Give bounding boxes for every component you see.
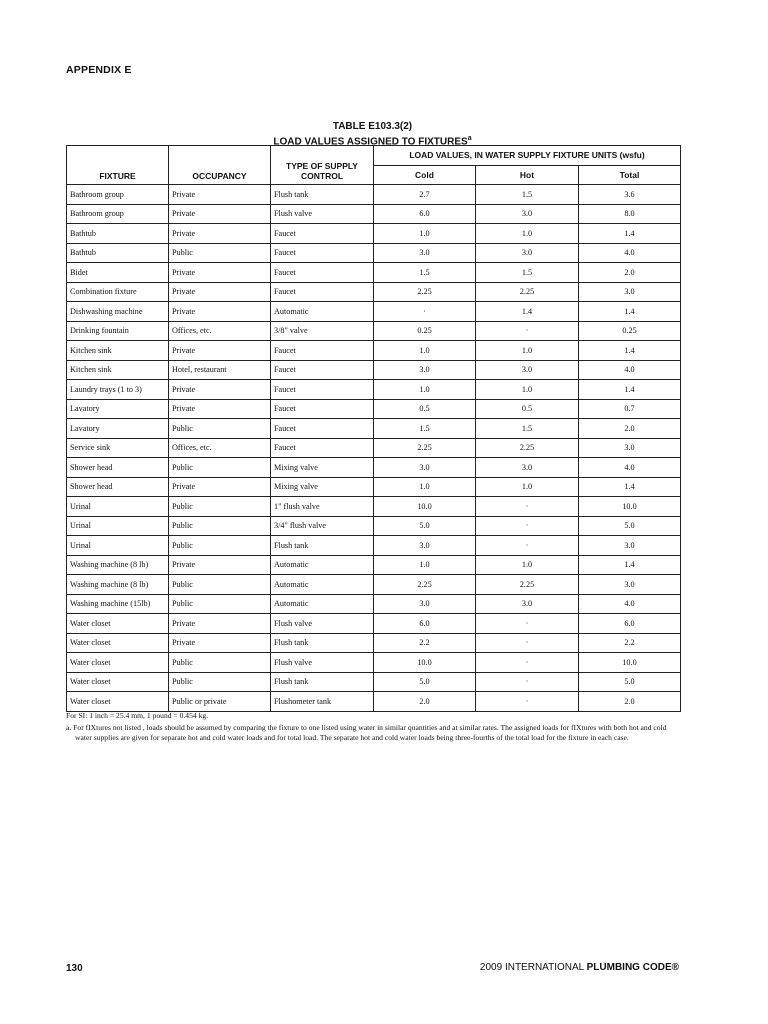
cell-control: Flush tank — [271, 536, 374, 556]
cell-fixture: Urinal — [67, 536, 169, 556]
cell-hot: 1.5 — [476, 263, 579, 283]
cell-cold: 3.0 — [374, 360, 476, 380]
header-hot: Hot — [476, 165, 579, 185]
header-occupancy: OCCUPANCY — [169, 146, 271, 185]
table-row — [67, 555, 681, 575]
cell-cold: 2.7 — [374, 185, 476, 205]
cell-total: 1.4 — [579, 302, 681, 322]
cell-control: Faucet — [271, 380, 374, 400]
cell-fixture: Bidet — [67, 263, 169, 283]
table-row — [67, 419, 681, 439]
cell-cold: 1.5 — [374, 263, 476, 283]
cell-control: Faucet — [271, 263, 374, 283]
cell-fixture: Laundry trays (1 to 3) — [67, 380, 169, 400]
table-row — [67, 458, 681, 478]
cell-cold: 3.0 — [374, 243, 476, 263]
header-fixture: FIXTURE — [67, 146, 169, 185]
header-supply-control — [271, 146, 374, 185]
cell-cold: 0.25 — [374, 321, 476, 341]
cell-cold: 5.0 — [374, 672, 476, 692]
table-body — [67, 185, 681, 712]
cell-hot: · — [476, 653, 579, 673]
cell-fixture: Drinking fountain — [67, 321, 169, 341]
cell-fixture: Washing machine (8 lb) — [67, 575, 169, 595]
cell-cold: 2.25 — [374, 575, 476, 595]
cell-control: Faucet — [271, 243, 374, 263]
cell-hot: 1.0 — [476, 477, 579, 497]
cell-cold: 1.0 — [374, 477, 476, 497]
cell-control: Automatic — [271, 575, 374, 595]
table-row — [67, 614, 681, 634]
table-row — [67, 594, 681, 614]
cell-control: Automatic — [271, 555, 374, 575]
cell-hot: · — [476, 497, 579, 517]
cell-occupancy: Public — [169, 672, 271, 692]
cell-control: Flush tank — [271, 185, 374, 205]
table-row — [67, 204, 681, 224]
cell-fixture: Urinal — [67, 497, 169, 517]
cell-hot: 3.0 — [476, 243, 579, 263]
header-total: Total — [579, 165, 681, 185]
cell-control: Automatic — [271, 302, 374, 322]
table-row — [67, 321, 681, 341]
cell-occupancy: Public — [169, 243, 271, 263]
cell-occupancy: Public — [169, 419, 271, 439]
cell-total: 1.4 — [579, 341, 681, 361]
table-row — [67, 497, 681, 517]
cell-occupancy: Offices, etc. — [169, 321, 271, 341]
cell-total: 2.2 — [579, 633, 681, 653]
cell-occupancy: Public — [169, 575, 271, 595]
cell-occupancy: Private — [169, 399, 271, 419]
cell-cold: 1.5 — [374, 419, 476, 439]
cell-control: Flush tank — [271, 672, 374, 692]
cell-occupancy: Private — [169, 380, 271, 400]
cell-hot: 2.25 — [476, 438, 579, 458]
table-row — [67, 653, 681, 673]
cell-occupancy: Public or private — [169, 692, 271, 712]
cell-hot: · — [476, 321, 579, 341]
cell-total: 5.0 — [579, 672, 681, 692]
footnote-a: a. For fIXtures not listed , loads should be assumed by comparing the fixture to one listed using water in similar quantities and at similar rates. The assigned loads for fIXtures with both hot and cold water supplies are given for separate hot and cold water loads and for total load. The separate hot and cold water loads being three-fourths of the total load for the fixture in each case. — [66, 723, 667, 742]
table-row — [67, 243, 681, 263]
cell-fixture: Kitchen sink — [67, 341, 169, 361]
cell-control: Faucet — [271, 224, 374, 244]
cell-control: Faucet — [271, 282, 374, 302]
cell-total: 0.25 — [579, 321, 681, 341]
cell-occupancy: Offices, etc. — [169, 438, 271, 458]
table-row — [67, 575, 681, 595]
cell-fixture: Bathtub — [67, 243, 169, 263]
table-caption-text: LOAD VALUES ASSIGNED TO FIXTURES — [273, 136, 468, 148]
cell-cold: 3.0 — [374, 536, 476, 556]
cell-fixture: Water closet — [67, 692, 169, 712]
cell-occupancy: Public — [169, 516, 271, 536]
cell-cold: 6.0 — [374, 614, 476, 634]
cell-occupancy: Public — [169, 497, 271, 517]
cell-control: Faucet — [271, 360, 374, 380]
cell-fixture: Combination fixture — [67, 282, 169, 302]
cell-total: 1.4 — [579, 555, 681, 575]
header-supply-control-line1: TYPE OF SUPPLY — [286, 161, 358, 171]
cell-total: 2.0 — [579, 263, 681, 283]
cell-hot: 1.0 — [476, 224, 579, 244]
cell-hot: 2.25 — [476, 282, 579, 302]
footer-code-name: PLUMBING CODE® — [586, 962, 679, 973]
cell-hot: 1.0 — [476, 341, 579, 361]
cell-cold: 2.25 — [374, 282, 476, 302]
table-row — [67, 692, 681, 712]
cell-occupancy: Private — [169, 614, 271, 634]
table-number: TABLE E103.3(2) — [332, 121, 413, 132]
cell-fixture: Bathtub — [67, 224, 169, 244]
cell-occupancy: Private — [169, 282, 271, 302]
header-load-values: LOAD VALUES, IN WATER SUPPLY FIXTURE UNITS (wsfu) — [374, 146, 681, 166]
cell-control: Mixing valve — [271, 458, 374, 478]
cell-occupancy: Public — [169, 653, 271, 673]
table-row — [67, 282, 681, 302]
cell-occupancy: Public — [169, 458, 271, 478]
cell-total: 1.4 — [579, 224, 681, 244]
table-row — [67, 263, 681, 283]
cell-occupancy: Private — [169, 224, 271, 244]
cell-control: Flush valve — [271, 653, 374, 673]
cell-occupancy: Hotel, restaurant — [169, 360, 271, 380]
cell-hot: 1.0 — [476, 380, 579, 400]
cell-cold: 3.0 — [374, 458, 476, 478]
cell-cold: 2.2 — [374, 633, 476, 653]
cell-cold: 0.5 — [374, 399, 476, 419]
cell-occupancy: Private — [169, 302, 271, 322]
table-row — [67, 516, 681, 536]
cell-occupancy: Public — [169, 594, 271, 614]
cell-total: 8.0 — [579, 204, 681, 224]
cell-fixture: Shower head — [67, 477, 169, 497]
table-row — [67, 341, 681, 361]
cell-fixture: Dishwashing machine — [67, 302, 169, 322]
cell-total: 4.0 — [579, 243, 681, 263]
cell-hot: 2.25 — [476, 575, 579, 595]
cell-fixture: Washing machine (15lb) — [67, 594, 169, 614]
cell-control: Faucet — [271, 341, 374, 361]
cell-fixture: Washing machine (8 lb) — [67, 555, 169, 575]
table-row — [67, 477, 681, 497]
cell-cold: 1.0 — [374, 341, 476, 361]
cell-cold: 2.25 — [374, 438, 476, 458]
cell-control: Flush valve — [271, 204, 374, 224]
cell-cold: 2.0 — [374, 692, 476, 712]
cell-hot: · — [476, 516, 579, 536]
cell-total: 3.0 — [579, 438, 681, 458]
cell-hot: 1.0 — [476, 555, 579, 575]
cell-total: 4.0 — [579, 360, 681, 380]
cell-total: 2.0 — [579, 692, 681, 712]
table-row — [67, 360, 681, 380]
cell-control: 1" flush valve — [271, 497, 374, 517]
cell-occupancy: Private — [169, 555, 271, 575]
cell-hot: · — [476, 614, 579, 634]
cell-total: 1.4 — [579, 380, 681, 400]
cell-control: Faucet — [271, 438, 374, 458]
cell-hot: 0.5 — [476, 399, 579, 419]
cell-control: Flush valve — [271, 614, 374, 634]
cell-total: 10.0 — [579, 653, 681, 673]
table-row — [67, 185, 681, 205]
cell-total: 5.0 — [579, 516, 681, 536]
cell-control: 3/8" valve — [271, 321, 374, 341]
si-conversion-note: For SI: 1 inch = 25.4 mm, 1 pound = 0.454 kg. — [66, 711, 209, 720]
cell-fixture: Urinal — [67, 516, 169, 536]
cell-fixture: Lavatory — [67, 399, 169, 419]
cell-fixture: Service sink — [67, 438, 169, 458]
cell-hot: 1.5 — [476, 419, 579, 439]
table-row — [67, 224, 681, 244]
appendix-label: APPENDIX E — [66, 64, 132, 76]
cell-fixture: Bathroom group — [67, 204, 169, 224]
table-row — [67, 536, 681, 556]
footer-code-prefix: 2009 INTERNATIONAL — [479, 962, 587, 973]
cell-total: 4.0 — [579, 594, 681, 614]
header-supply-control-line2: CONTROL — [300, 171, 344, 181]
cell-fixture: Kitchen sink — [67, 360, 169, 380]
cell-cold: 10.0 — [374, 497, 476, 517]
cell-occupancy: Private — [169, 477, 271, 497]
cell-fixture: Water closet — [67, 672, 169, 692]
cell-total: 6.0 — [579, 614, 681, 634]
cell-cold: 1.0 — [374, 224, 476, 244]
cell-fixture: Bathroom group — [67, 185, 169, 205]
cell-control: Automatic — [271, 594, 374, 614]
cell-cold: 3.0 — [374, 594, 476, 614]
cell-total: 0.7 — [579, 399, 681, 419]
cell-hot: · — [476, 536, 579, 556]
load-values-table — [66, 145, 681, 712]
cell-occupancy: Public — [169, 536, 271, 556]
cell-hot: 1.4 — [476, 302, 579, 322]
cell-control: 3/4" flush valve — [271, 516, 374, 536]
cell-control: Flushometer tank — [271, 692, 374, 712]
cell-fixture: Shower head — [67, 458, 169, 478]
cell-total: 3.0 — [579, 536, 681, 556]
cell-occupancy: Private — [169, 341, 271, 361]
cell-fixture: Water closet — [67, 614, 169, 634]
cell-occupancy: Private — [169, 185, 271, 205]
cell-total: 4.0 — [579, 458, 681, 478]
cell-total: 2.0 — [579, 419, 681, 439]
cell-hot: 3.0 — [476, 594, 579, 614]
cell-cold: 1.0 — [374, 555, 476, 575]
cell-control: Faucet — [271, 419, 374, 439]
cell-hot: 3.0 — [476, 360, 579, 380]
table-row — [67, 633, 681, 653]
cell-control: Faucet — [271, 399, 374, 419]
cell-control: Flush tank — [271, 633, 374, 653]
cell-cold: · — [374, 302, 476, 322]
header-cold: Cold — [374, 165, 476, 185]
cell-cold: 5.0 — [374, 516, 476, 536]
cell-hot: 3.0 — [476, 204, 579, 224]
cell-hot: · — [476, 692, 579, 712]
footer-code-title — [480, 962, 679, 973]
cell-cold: 10.0 — [374, 653, 476, 673]
cell-cold: 6.0 — [374, 204, 476, 224]
cell-hot: · — [476, 672, 579, 692]
cell-total: 3.0 — [579, 282, 681, 302]
cell-hot: 1.5 — [476, 185, 579, 205]
cell-total: 3.0 — [579, 575, 681, 595]
cell-hot: 3.0 — [476, 458, 579, 478]
table-caption-footnote-ref: a — [467, 135, 472, 142]
cell-occupancy: Private — [169, 263, 271, 283]
table-row — [67, 672, 681, 692]
cell-control: Mixing valve — [271, 477, 374, 497]
table-row — [67, 438, 681, 458]
cell-total: 1.4 — [579, 477, 681, 497]
cell-cold: 1.0 — [374, 380, 476, 400]
cell-fixture: Water closet — [67, 653, 169, 673]
cell-hot: · — [476, 633, 579, 653]
table-row — [67, 380, 681, 400]
cell-occupancy: Private — [169, 204, 271, 224]
cell-occupancy: Private — [169, 633, 271, 653]
cell-total: 3.6 — [579, 185, 681, 205]
cell-total: 10.0 — [579, 497, 681, 517]
table-row — [67, 302, 681, 322]
table-notes — [66, 711, 680, 743]
cell-fixture: Lavatory — [67, 419, 169, 439]
cell-fixture: Water closet — [67, 633, 169, 653]
page-number: 130 — [66, 963, 83, 974]
table-row — [67, 399, 681, 419]
